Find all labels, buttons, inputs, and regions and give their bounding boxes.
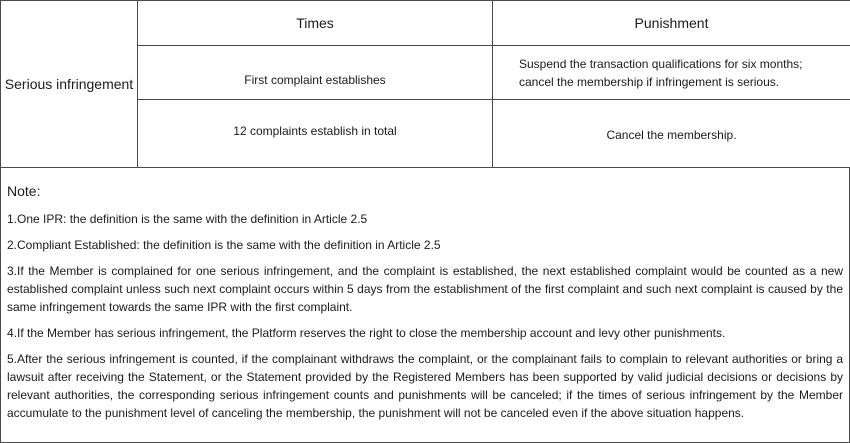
times-value: First complaint establishes — [244, 72, 386, 87]
note-item: 2.Compliant Established: the definition is the same with the definition in Article 2.5 — [7, 238, 441, 252]
times-header: Times — [138, 1, 493, 46]
times-cell — [138, 100, 493, 168]
table-header-row — [1, 1, 850, 46]
note-item: 5.After the serious infringement is counted, if the complainant withdraws the complaint, or the complainant fails to complain to relevant authorities or bring a lawsuit after receiving the Statement, or the Statement provided by the Registered Members has been supported by valid judicial decisions or decisions by relevant authorities, the corresponding serious infringement counts and punishments will be canceled; if the times of serious infringement by the Member accumulate to the punishment level of canceling the membership, the punishment will not be canceled even if the above situation happens. — [7, 352, 843, 420]
note-item: 4.If the Member has serious infringement, the Platform reserves the right to close the membership account and levy other punishments. — [7, 326, 726, 340]
punishment-line: cancel the membership if infringement is serious. — [519, 74, 780, 89]
note-item: 1.One IPR: the definition is the same with the definition in Article 2.5 — [7, 212, 368, 226]
times-value: 12 complaints establish in total — [233, 123, 397, 138]
punishment-header: Punishment — [493, 1, 850, 46]
punishment-line: Suspend the transaction qualifications for six months; — [519, 56, 803, 71]
notes-title: Note: — [7, 183, 41, 199]
punishment-cell — [493, 100, 850, 168]
note-item: 3.If the Member is complained for one serious infringement, and the complaint is established, the next established complaint would be counted as a new established complaint unless such next complaint occurs within 5 days from the establishment of the first complaint and such next complaint is caused by the same infringement towards the same IPR with the first complaint. — [7, 264, 843, 314]
category-cell — [1, 1, 138, 168]
punishment-cell — [493, 46, 850, 100]
penalty-table — [0, 0, 850, 168]
category-label: Serious infringement — [4, 76, 134, 92]
notes-section — [0, 168, 850, 443]
punishment-value: Cancel the membership. — [606, 127, 737, 142]
times-cell — [138, 46, 493, 100]
